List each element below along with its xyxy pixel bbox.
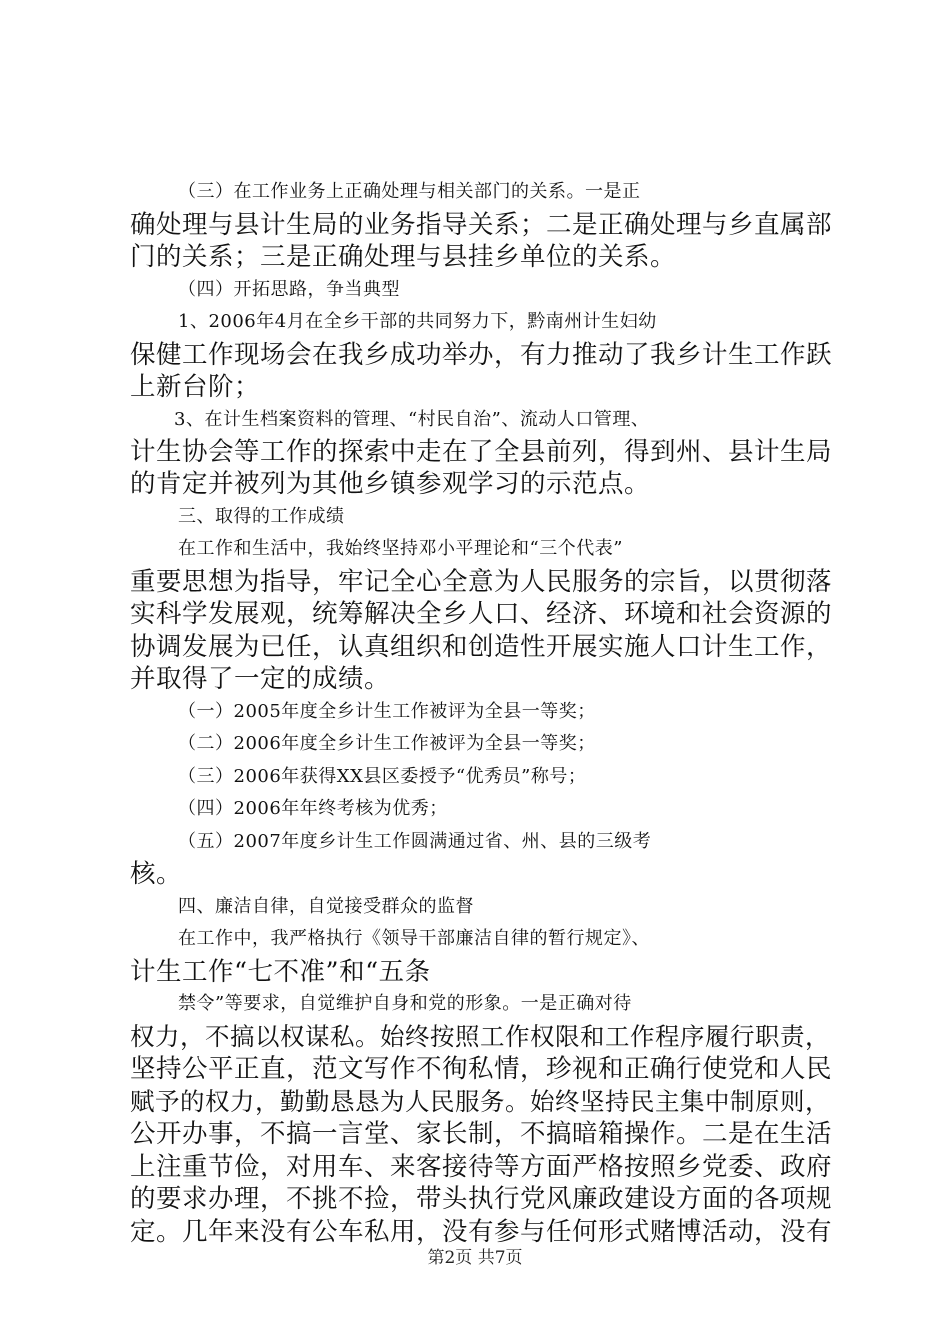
text-line: 的肯定并被列为其他乡镇参观学习的示范点。	[130, 469, 651, 499]
text-line: 在工作和生活中，我始终坚持邓小平理论和“三个代表”	[178, 538, 623, 559]
text-line: （三）在工作业务上正确处理与相关部门的关系。一是正	[178, 181, 641, 202]
text-line: 并取得了一定的成绩。	[130, 664, 391, 694]
text-line: 确处理与县计生局的业务指导关系；二是正确处理与乡直属部	[130, 210, 833, 240]
text-line: 核。	[130, 859, 183, 889]
text-line: 门的关系；三是正确处理与县挂乡单位的关系。	[130, 242, 677, 272]
list-item: （五）2007年度乡计生工作圆满通过省、州、县的三级考	[178, 831, 652, 852]
list-item: （一）2005年度全乡计生工作被评为全县一等奖；	[178, 701, 596, 722]
text-line: 计生协会等工作的探索中走在了全县前列，得到州、县计生局	[130, 437, 833, 467]
text-line: 实科学发展观，统筹解决全乡人口、经济、环境和社会资源的	[130, 599, 833, 629]
text-line: 保健工作现场会在我乡成功举办，有力推动了我乡计生工作跃	[130, 340, 833, 370]
text-line: 上注重节俭，对用车、来客接待等方面严格按照乡党委、政府	[130, 1152, 833, 1182]
section-heading: （四）开拓思路，争当典型	[178, 279, 400, 300]
list-item: （三）2006年获得XX县区委授予“优秀员”称号；	[178, 766, 587, 787]
text-line: 权力，不搞以权谋私。始终按照工作权限和工作程序履行职责，	[130, 1022, 830, 1051]
list-item: （二）2006年度全乡计生工作被评为全县一等奖；	[178, 733, 596, 754]
text-line: 在工作中，我严格执行《领导干部廉洁自律的暂行规定》、	[178, 928, 650, 949]
text-line: 的要求办理，不挑不捡，带头执行党风廉政建设方面的各项规	[130, 1184, 833, 1214]
list-item: （四）2006年年终考核为优秀；	[178, 798, 448, 819]
text-line: 公开办事，不搞一言堂、家长制，不搞暗箱操作。二是在生活	[130, 1119, 833, 1149]
section-heading: 三、取得的工作成绩	[178, 506, 345, 527]
text-line: 赋予的权力，勤勤恳恳为人民服务。始终坚持民主集中制原则，	[130, 1087, 830, 1116]
page-number: 第2页 共7页	[427, 1248, 523, 1268]
text-line: 重要思想为指导，牢记全心全意为人民服务的宗旨，以贯彻落	[130, 567, 833, 597]
text-line: 计生工作“七不准”和“五条	[130, 957, 431, 987]
section-heading: 四、廉洁自律，自觉接受群众的监督	[178, 896, 474, 917]
text-line: 3、在计生档案资料的管理、“村民自治”、流动人口管理、	[174, 409, 650, 430]
text-line: 协调发展为已任，认真组织和创造性开展实施人口计生工作，	[130, 632, 833, 662]
text-line: 定。几年来没有公车私用，没有参与任何形式赌博活动，没有	[130, 1217, 833, 1247]
text-line: 1、2006年4月在全乡干部的共同努力下，黔南州计生妇幼	[178, 311, 657, 332]
text-line: 禁令”等要求，自觉维护自身和党的形象。一是正确对待	[178, 993, 632, 1014]
text-line: 坚持公平正直，范文写作不徇私情，珍视和正确行使党和人民	[130, 1054, 833, 1084]
text-line: 上新台阶；	[130, 372, 261, 402]
